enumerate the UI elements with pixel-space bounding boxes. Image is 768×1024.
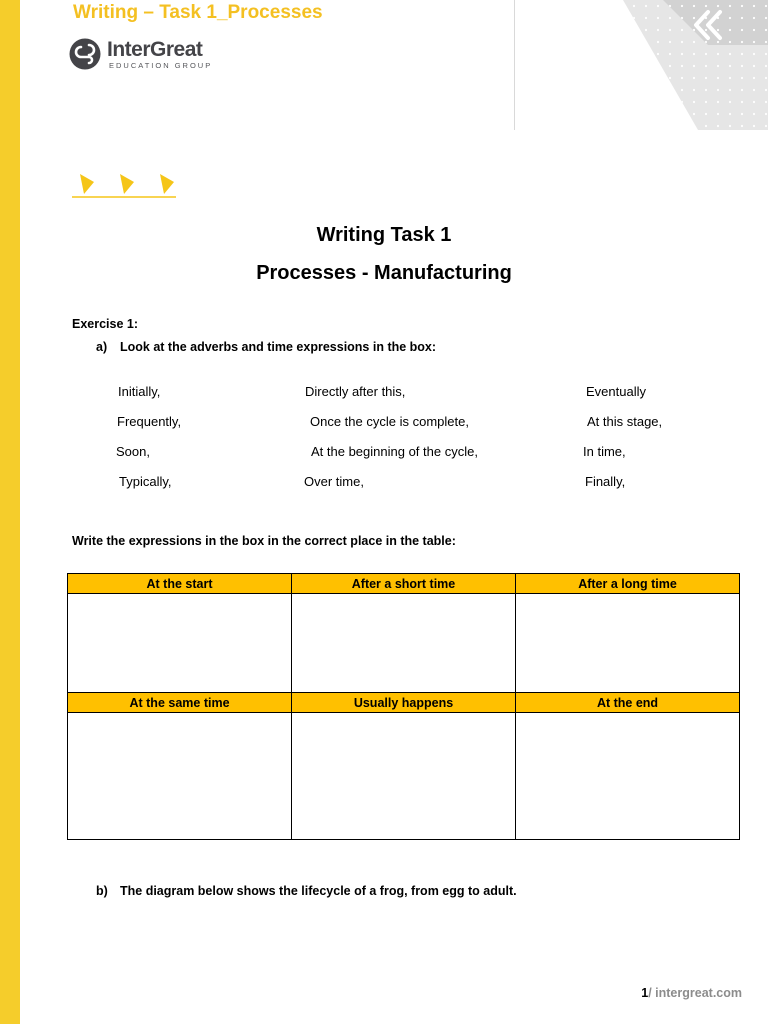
question-b-marker: b) — [96, 884, 108, 898]
question-b — [96, 884, 517, 898]
header-divider — [514, 0, 515, 130]
answer-cell[interactable] — [516, 594, 740, 693]
table-header-cell: At the start — [68, 574, 292, 594]
word-item: At this stage, — [587, 414, 663, 429]
answer-cell[interactable] — [292, 713, 516, 840]
word-item: Eventually — [586, 384, 646, 399]
table-header-cell: At the same time — [68, 693, 292, 713]
word-item: Frequently, — [117, 414, 182, 429]
page-title: Writing Task 1 — [316, 224, 452, 246]
word-item: Finally, — [585, 474, 626, 489]
corner-decoration — [568, 0, 768, 130]
logo-subtitle: EDUCATION GROUP — [109, 60, 213, 70]
question-a-text: Look at the adverbs and time expressions in the box: — [120, 340, 437, 354]
intergreat-logo — [69, 37, 212, 71]
answer-table — [67, 573, 740, 840]
table-header-cell: After a short time — [292, 574, 516, 594]
word-item: Soon, — [116, 444, 150, 459]
page-number: 1 — [641, 986, 649, 1000]
word-item: In time, — [583, 444, 626, 459]
question-b-text: The diagram below shows the lifecycle of a frog, from egg to adult. — [120, 884, 517, 898]
page-subtitle: Processes - Manufacturing — [256, 262, 512, 284]
table-header-cell: At the end — [516, 693, 740, 713]
footer-site[interactable]: / intergreat.com — [648, 986, 742, 1000]
exercise-label: Exercise 1: — [72, 317, 139, 331]
answer-cell[interactable] — [516, 713, 740, 840]
question-a — [96, 340, 436, 354]
answer-cell[interactable] — [68, 594, 292, 693]
logo-mark-icon — [69, 38, 101, 70]
page-footer — [641, 986, 742, 1000]
word-item: Over time, — [304, 474, 364, 489]
table-instruction: Write the expressions in the box in the correct place in the table: — [72, 534, 456, 548]
table-header-cell: Usually happens — [292, 693, 516, 713]
logo-name: InterGreat — [107, 37, 203, 61]
left-accent-bar — [0, 0, 20, 1024]
word-item: Typically, — [119, 474, 172, 489]
word-item: Once the cycle is complete, — [310, 414, 469, 429]
question-a-marker: a) — [96, 340, 108, 354]
decorative-flags — [72, 172, 178, 200]
answer-cell[interactable] — [292, 594, 516, 693]
answer-cell[interactable] — [68, 713, 292, 840]
word-item: Initially, — [118, 384, 161, 399]
table-header-cell: After a long time — [516, 574, 740, 594]
header-title: Writing – Task 1_Processes — [73, 2, 323, 23]
word-item: At the beginning of the cycle, — [311, 444, 478, 459]
word-item: Directly after this, — [305, 384, 406, 399]
